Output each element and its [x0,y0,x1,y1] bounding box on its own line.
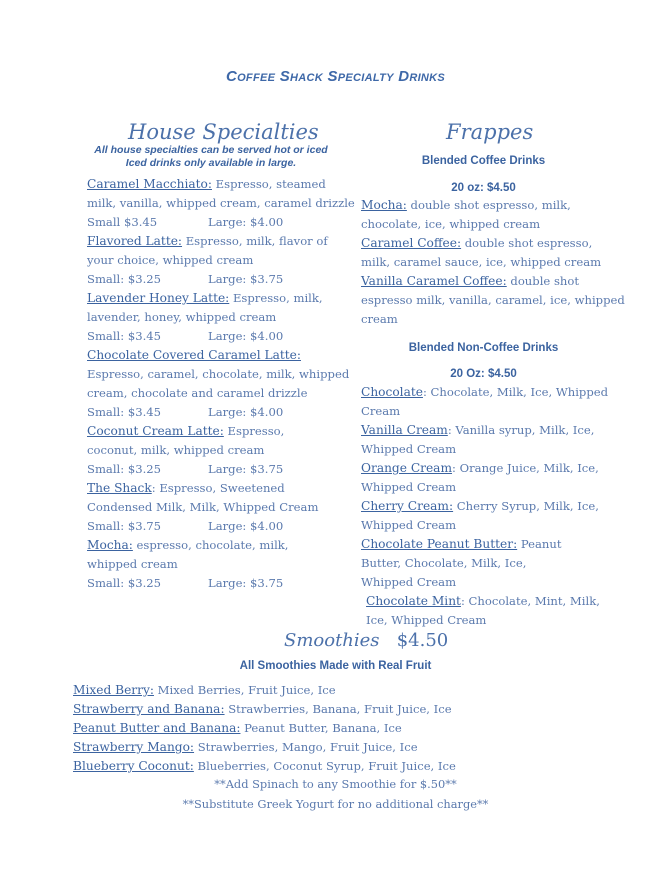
item-desc: double shot espresso, milk, [406,198,571,212]
item-desc: coconut, milk, whipped cream [87,443,265,457]
blended-coffee-price: 20 oz: $4.50 [451,182,516,194]
item-name: Strawberry Mango: [73,740,195,754]
item-desc: whipped cream [87,557,178,571]
item-desc: Peanut Butter, Banana, Ice [240,721,402,735]
house-note-line-1: All house specialties can be served hot or iced [94,144,328,156]
item-desc: Espresso, milk, flavor of [182,234,328,248]
item-desc: Strawberries, Mango, Fruit Juice, Ice [194,740,418,754]
menu-item-frappe-mocha [361,196,621,234]
menu-item-flavored-latte [87,232,347,289]
menu-item-coconut-cream-latte [87,422,347,479]
item-desc: Whipped Cream [361,575,457,589]
item-desc: : Orange Juice, Milk, Ice, [452,461,599,475]
large-price: Large: $4.00 [208,215,284,229]
item-name: Caramel Coffee: [361,236,462,250]
house-specialties-list [87,175,355,593]
blended-noncoffee-price: 20 Oz: $4.50 [450,368,517,380]
item-desc: : Chocolate, Mint, Milk, [460,594,600,608]
large-price: Large: $4.00 [208,519,284,533]
item-desc: Espresso, caramel, chocolate, milk, whipped [87,367,350,381]
item-name: Chocolate Mint [366,594,461,608]
item-name: Lavender Honey Latte: [87,291,230,305]
item-name: Coconut Cream Latte: [87,424,224,438]
item-name: Vanilla Cream [361,423,448,437]
spinach-note: **Add Spinach to any Smoothie for $.50** [214,777,457,791]
item-desc: Whipped Cream [361,518,457,532]
page-title: Coffee Shack Specialty Drinks [225,68,446,85]
blended-noncoffee-list [361,383,621,630]
item-desc: Ice, Whipped Cream [366,613,487,627]
small-price: Small: $3.75 [87,519,162,533]
item-name: Orange Cream [361,461,453,475]
smoothies-list [73,681,633,776]
small-price: Small: $3.25 [87,272,162,286]
item-desc: milk, vanilla, whipped cream, caramel drizzle [87,196,355,210]
blended-coffee-list [361,196,625,329]
large-price: Large: $4.00 [208,405,284,419]
item-desc: Cherry Syrup, Milk, Ice, [453,499,599,513]
item-desc: double shot [506,274,580,288]
item-name: Vanilla Caramel Coffee: [361,274,507,288]
menu-item-the-shack [87,479,347,536]
menu-item-lavender-honey-latte [87,289,347,346]
smoothie-item [73,681,633,700]
item-name: Mixed Berry: [73,683,154,697]
menu-item-vanilla-caramel-coffee [361,272,625,329]
item-name: Chocolate [361,385,423,399]
item-desc: cream [361,312,398,326]
item-name: Peanut Butter and Banana: [73,721,241,735]
item-desc: your choice, whipped cream [87,253,254,267]
menu-item-chocolate-covered-caramel-latte [87,346,350,422]
small-price: Small: $3.25 [87,462,162,476]
greek-yogurt-note: **Substitute Greek Yogurt for no additional charge** [182,797,489,811]
smoothie-item [73,757,633,776]
small-price: Small $3.45 [87,215,158,229]
menu-item-caramel-coffee [361,234,621,272]
item-name: Chocolate Covered Caramel Latte: [87,348,301,362]
item-desc: espresso, chocolate, milk, [132,538,289,552]
item-name: Chocolate Peanut Butter: [361,537,518,551]
smoothies-subhead: All Smoothies Made with Real Fruit [239,660,432,672]
item-name: Mocha: [87,538,133,552]
item-desc: Espresso, milk, [229,291,323,305]
item-desc: Butter, Chocolate, Milk, Ice, [361,556,527,570]
item-desc: Espresso, steamed [211,177,326,191]
large-price: Large: $3.75 [208,576,284,590]
large-price: Large: $4.00 [208,329,284,343]
item-desc: milk, caramel sauce, ice, whipped cream [361,255,602,269]
blended-noncoffee-subhead: Blended Non-Coffee Drinks [408,342,559,354]
item-desc: Whipped Cream [361,442,457,456]
house-specialties-heading: House Specialties [128,120,319,144]
large-price: Large: $3.75 [208,462,284,476]
item-desc: chocolate, ice, whipped cream [361,217,541,231]
smoothies-title: Smoothies [284,630,380,651]
smoothies-heading [284,630,448,651]
item-desc: Cream [361,404,401,418]
menu-item-cherry-cream [361,497,621,535]
item-name: Mocha: [361,198,407,212]
item-desc: Strawberries, Banana, Fruit Juice, Ice [224,702,452,716]
item-desc: : Vanilla syrup, Milk, Ice, [447,423,595,437]
item-desc: Mixed Berries, Fruit Juice, Ice [153,683,336,697]
item-name: Blueberry Coconut: [73,759,194,773]
frappes-heading: Frappes [446,120,534,144]
item-desc: : Chocolate, Milk, Ice, Whipped [422,385,609,399]
menu-item-vanilla-cream [361,421,621,459]
menu-item-orange-cream [361,459,621,497]
smoothie-item [73,700,633,719]
item-name: Strawberry and Banana: [73,702,225,716]
item-name: Cherry Cream: [361,499,454,513]
item-name: The Shack [87,481,152,495]
item-desc: : Espresso, Sweetened [151,481,285,495]
menu-item-mocha [87,536,347,593]
smoothie-item [73,719,633,738]
blended-coffee-subhead: Blended Coffee Drinks [421,155,546,167]
item-desc: Whipped Cream [361,480,457,494]
item-desc: espresso milk, vanilla, caramel, ice, whipped [361,293,625,307]
menu-item-caramel-macchiato [87,175,355,232]
item-desc: Espresso, [223,424,285,438]
item-name: Caramel Macchiato: [87,177,212,191]
small-price: Small: $3.45 [87,405,162,419]
house-note-line-2: Iced drinks only available in large. [125,157,297,169]
large-price: Large: $3.75 [208,272,284,286]
item-name: Flavored Latte: [87,234,183,248]
smoothies-price: $4.50 [396,630,449,651]
house-note [86,144,336,170]
menu-item-chocolate [361,383,621,421]
small-price: Small: $3.25 [87,576,162,590]
item-desc: cream, chocolate and caramel drizzle [87,386,308,400]
item-desc: lavender, honey, whipped cream [87,310,277,324]
item-desc: double shot espresso, [461,236,593,250]
item-desc: Peanut [517,537,562,551]
menu-item-chocolate-peanut-butter [361,535,621,592]
item-desc: Condensed Milk, Milk, Whipped Cream [87,500,319,514]
smoothie-item [73,738,633,757]
menu-item-chocolate-mint [361,592,621,630]
small-price: Small: $3.45 [87,329,162,343]
item-desc: Blueberries, Coconut Syrup, Fruit Juice, Ice [193,759,456,773]
